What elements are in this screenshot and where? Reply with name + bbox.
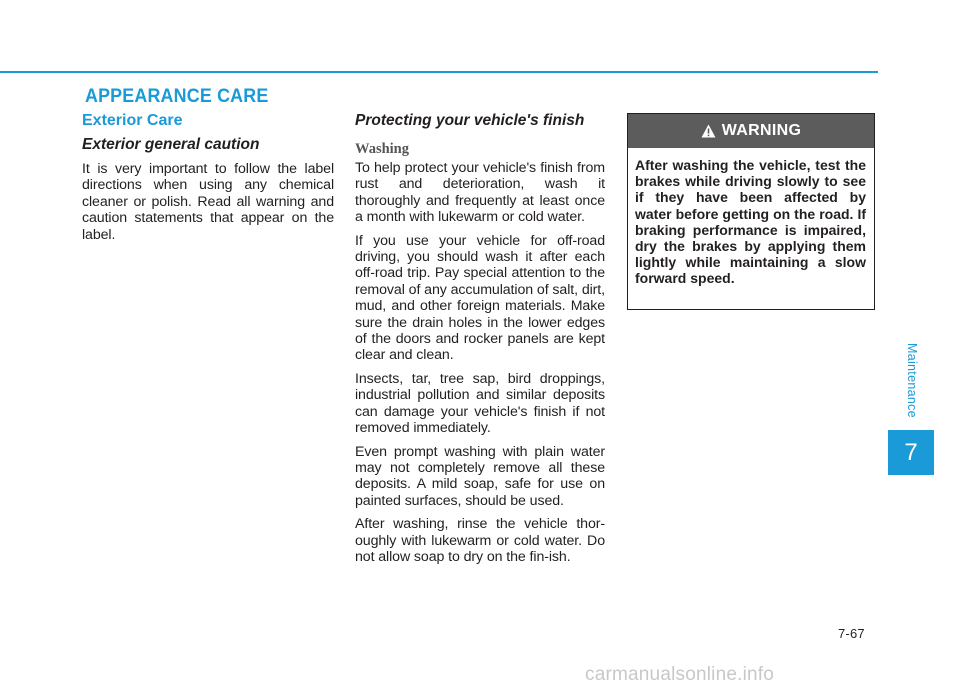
left-column [82,110,334,250]
washing-heading: Washing [355,141,409,157]
exterior-care-heading: Exterior Care [82,112,183,129]
section-title: APPEARANCE CARE [85,86,269,107]
washing-paragraph-3: Insects, tar, tree sap, bird droppings, industrial pollution and similar deposits can damage your vehicle's finish if not removed immediately. [355,370,605,437]
warning-label: WARNING [721,122,802,139]
washing-paragraph-2: If you use your vehicle for off-road driving, you should wash it after each off-road trip. Pay special attention to the removal of any accumulation of salt, dirt, mud, and other foreign materials. Make sure the drain holes in the lower edges of the doors and rocker panels are kept clear and clean. [355,232,605,364]
middle-column [355,110,605,572]
protecting-finish-heading: Protecting your vehicle's finish [355,112,585,129]
page-number: 7-67 [838,626,865,641]
chapter-side-label: Maintenance [905,343,919,418]
washing-paragraph-1: To help protect your vehicle's finish from rust and deterioration, wash it thoroughly and frequently at least once a month with lukewarm or cold water. [355,160,605,226]
washing-paragraph-5: After washing, rinse the vehicle thor-oughly with lukewarm or cold water. Do not allow soap to dry on the fin-ish. [355,516,605,565]
washing-paragraph-4: Even prompt washing with plain water may not completely remove all these deposits. A mild soap, safe for use on painted surfaces, should be used. [355,443,605,509]
warning-text: After washing the vehicle, test the brakes while driving slowly to see if they have been affected by water before getting on the road. If braking performance is impaired, dry the brakes by applying them lightly while maintaining a slow forward speed. [635,157,866,287]
warning-triangle-icon [701,124,716,138]
warning-box [627,113,875,310]
exterior-caution-heading: Exterior general caution [82,136,260,153]
exterior-caution-paragraph: It is very important to follow the label directions when using any chemical cleaner or polish. Read all warning and caution statements that appear on the label. [82,161,334,243]
footer-watermark: carmanualsonline.info [585,664,775,685]
header-rule [0,71,878,73]
warning-header [628,114,874,148]
chapter-number-tab: 7 [888,430,934,475]
